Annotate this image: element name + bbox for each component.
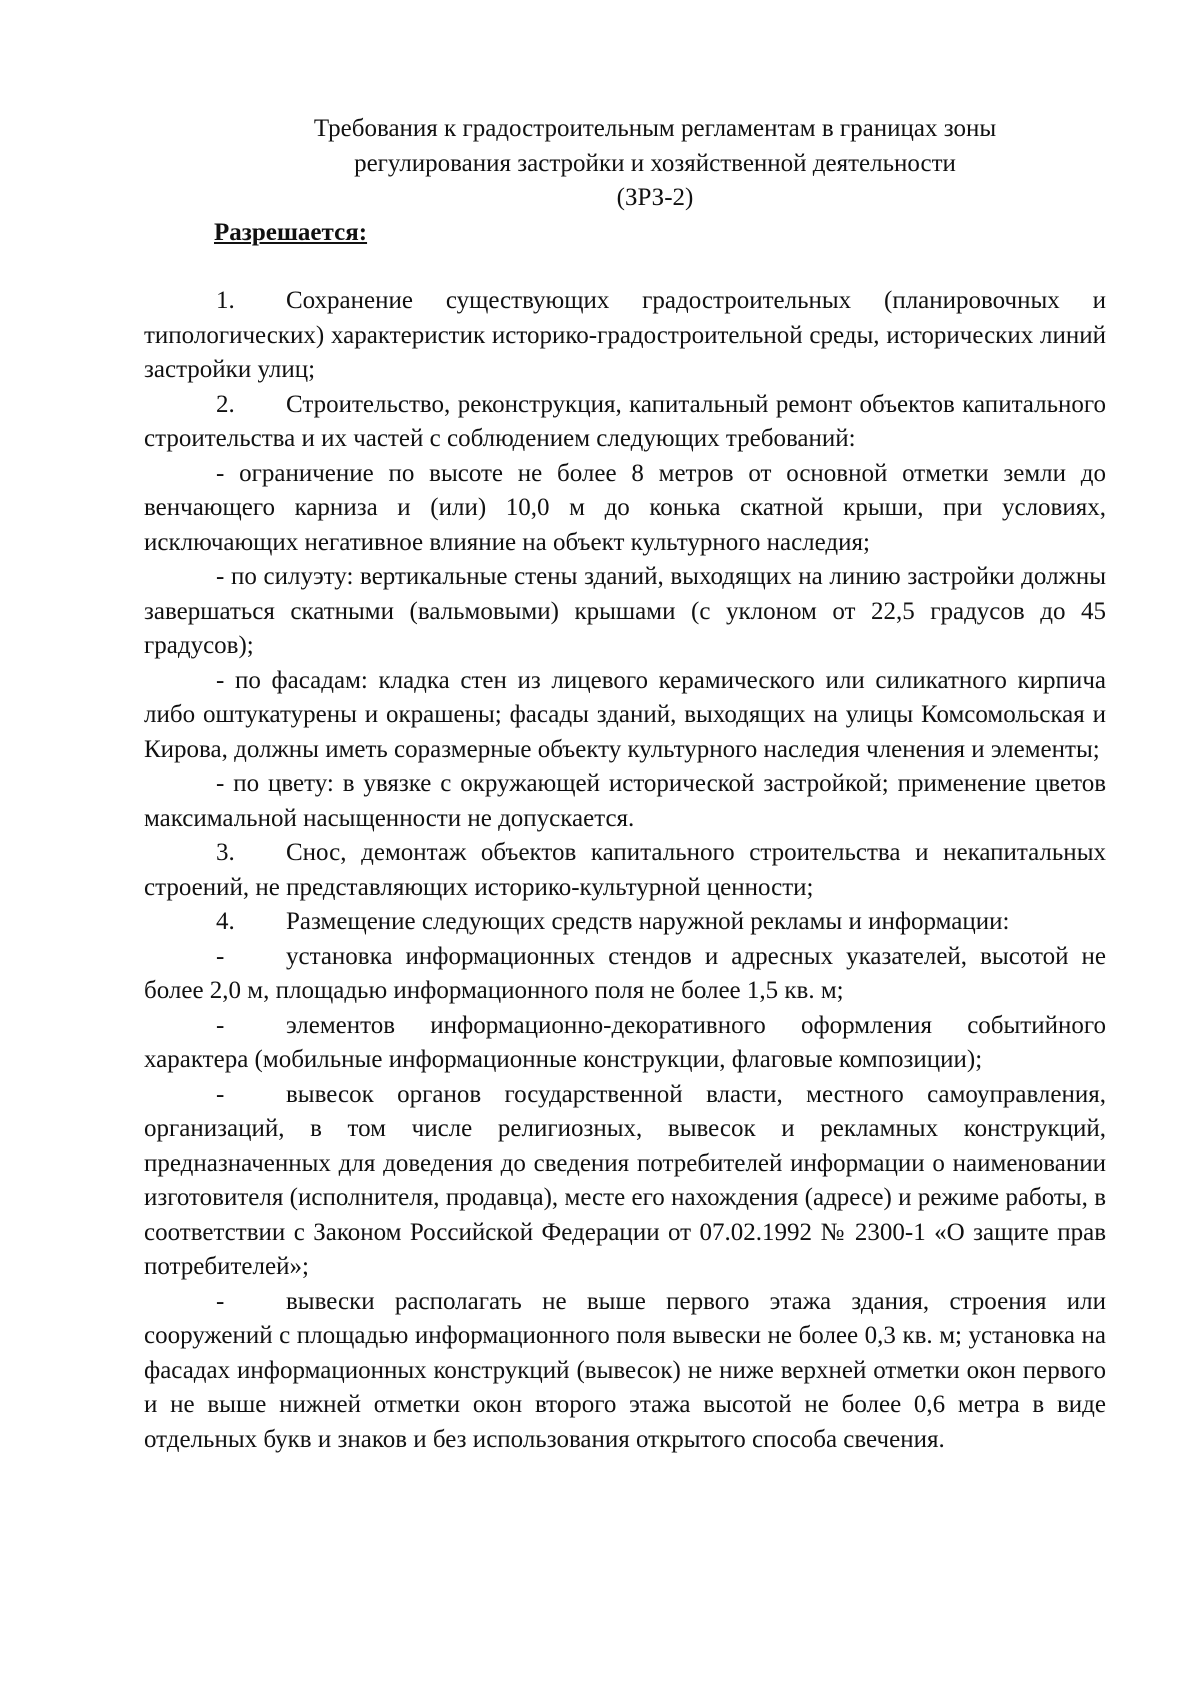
requirement-height: - ограничение по высоте не более 8 метров от основной отметки земли до венчающего карниза и (или) 10,0 м до конька скатной крыши, при условиях, исключающих негативное влияние на объект культурного наследия; (144, 459, 1106, 556)
dash-marker: - (216, 1011, 225, 1039)
list-item-2 (144, 388, 1106, 457)
advertising-item-stands (144, 940, 1106, 1009)
item-text: установка информационных стендов и адресных указателей, высотой не более 2,0 м, площадью информационного поля не более 1,5 кв. м; (144, 942, 1106, 1004)
dash-marker: - (216, 942, 225, 970)
item-text: вывесок органов государственной власти, местного самоуправления, организаций, в том числе религиозных, вывесок и рекламных конструкций, предназначенных для доведения до сведения потребителей информации о наименовании изготовителя (исполнителя, продавца), месте его нахождения (адресе) и режиме работы, в соответствии с Законом Российской Федерации от 07.02.1992 № 2300-1 «О защите прав потребителей»; (144, 1080, 1106, 1280)
title-line-2: регулирования застройки и хозяйственной деятельности (354, 149, 956, 177)
item-number: 4. (216, 908, 235, 935)
item-text: Сохранение существующих градостроительных (планировочных и типологических) характеристик историко-градостроительной среды, исторических линий застройки улиц; (144, 287, 1106, 383)
dash-marker: - (216, 1080, 225, 1108)
item-text: элементов информационно-декоративного оформления событийного характера (мобильные информационные конструкции, флаговые композиции); (144, 1011, 1106, 1073)
item-text: Размещение следующих средств наружной рекламы и информации: (286, 908, 1010, 935)
list-item-1 (144, 284, 1106, 388)
item-number: 3. (216, 839, 235, 866)
requirement-facades: - по фасадам: кладка стен из лицевого керамического или силикатного кирпича либо оштукатурены и окрашены; фасады зданий, выходящих на улицы Комсомольская и Кирова, должны иметь соразмерные объекту культурного наследия членения и элементы; (144, 666, 1106, 763)
item-number: 2. (216, 390, 235, 418)
item-text: Снос, демонтаж объектов капитального строительства и некапитальных строений, не представляющих историко-культурной ценности; (144, 839, 1106, 901)
item-text: вывески располагать не выше первого этажа здания, строения или сооружений с площадью информационного поля вывески не более 0,3 кв. м; установка на фасадах информационных конструкций (вывесок) не ниже верхней отметки окон первого и не выше нижней отметки окон второго этажа высотой не более 0,6 метра в виде отдельных букв и знаков и без использования открытого способа свечения. (144, 1287, 1106, 1453)
advertising-item-placement (144, 1285, 1106, 1458)
document-page (144, 112, 1106, 1457)
document-title (144, 112, 1106, 216)
section-heading: Разрешается: (214, 218, 368, 246)
list-item-4 (144, 905, 1106, 940)
requirement-color: - по цвету: в увязке с окружающей исторической застройкой; применение цветов максимальной насыщенности не допускается. (144, 770, 1106, 832)
advertising-item-signboards (144, 1078, 1106, 1285)
requirement-silhouette: - по силуэту: вертикальные стены зданий, выходящих на линию застройки должны завершаться скатными (вальмовыми) крышами (с уклоном от 22,5 градусов до 45 градусов); (144, 563, 1106, 659)
title-line-3: (ЗРЗ-2) (616, 184, 694, 211)
item-text: Строительство, реконструкция, капитальный ремонт объектов капитального строительства и их частей с соблюдением следующих требований: (144, 390, 1106, 452)
advertising-item-decorative (144, 1009, 1106, 1078)
dash-marker: - (216, 1287, 225, 1315)
title-line-1: Требования к градостроительным регламентам в границах зоны (313, 115, 997, 142)
list-item-3 (144, 836, 1106, 905)
item-number: 1. (216, 287, 235, 314)
